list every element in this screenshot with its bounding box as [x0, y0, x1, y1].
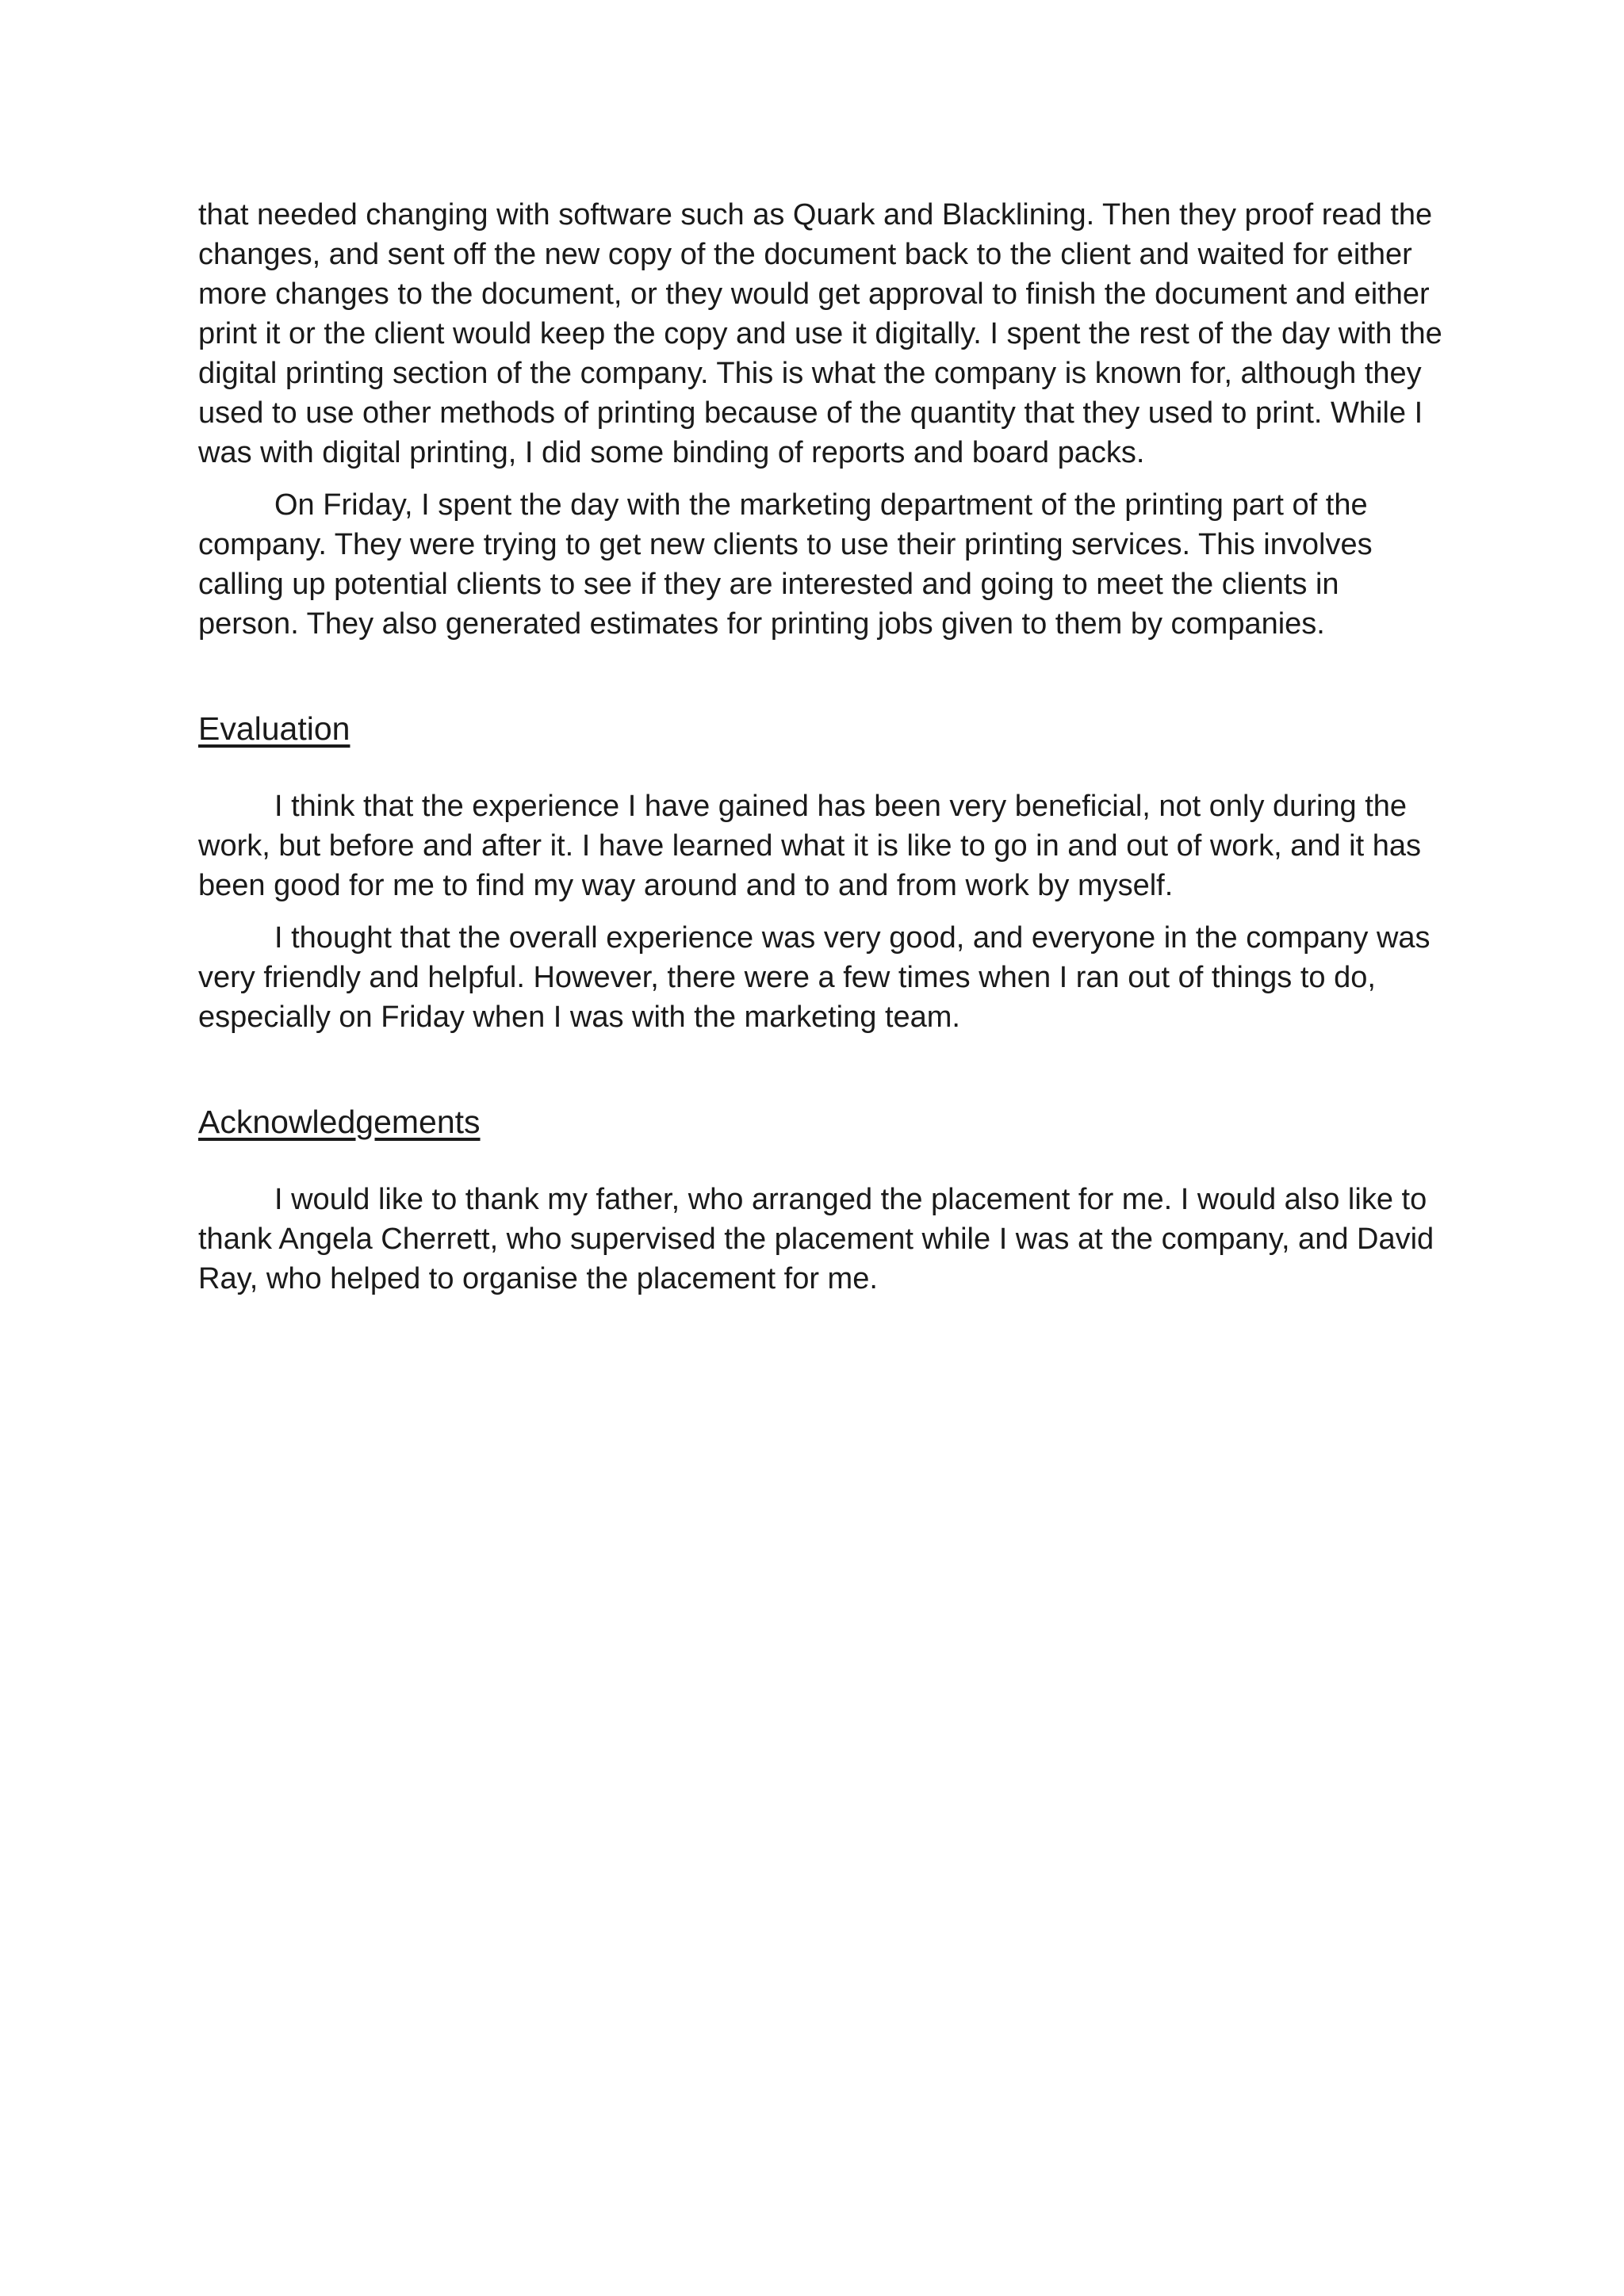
evaluation-paragraph: I think that the experience I have gained has been very beneficial, not only during the work, but before and after it. I have learned what it is like to go in and out of work, and it has been good for me to find my way around and to and from work by myself.: [198, 790, 1421, 902]
body-paragraph: On Friday, I spent the day with the marketing department of the printing part of the company. They were trying to get new clients to use their printing services. This involves calling up potential clients to see if they are interested and going to meet the clients in person. They also generated estimates for printing jobs given to them by companies.: [198, 488, 1373, 641]
acknowledgements-paragraph: I would like to thank my father, who arranged the placement for me. I would also like to thank Angela Cherrett, who supervised the placement while I was at the company, and David Ray, who helped to organise the placement for me.: [198, 1183, 1434, 1295]
body-paragraph: that needed changing with software such as Quark and Blacklining. Then they proof read the changes, and sent off the new copy of the document back to the client and waited for either more changes to the document, or they would get approval to finish the document and either print it or the client would keep the copy and use it digitally. I spent the rest of the day with the digital printing section of the company. This is what the company is known for, although they used to use other methods of printing because of the quantity that they used to print. While I was with digital printing, I did some binding of reports and board packs.: [198, 198, 1442, 469]
evaluation-paragraph: I thought that the overall experience was very good, and everyone in the company was very friendly and helpful. However, there were a few times when I ran out of things to do, especially on Friday when I was with the marketing team.: [198, 921, 1431, 1034]
document-body: [198, 195, 1443, 1311]
section-heading-evaluation: Evaluation: [198, 710, 350, 747]
section-heading-acknowledgements: Acknowledgements: [198, 1104, 481, 1140]
